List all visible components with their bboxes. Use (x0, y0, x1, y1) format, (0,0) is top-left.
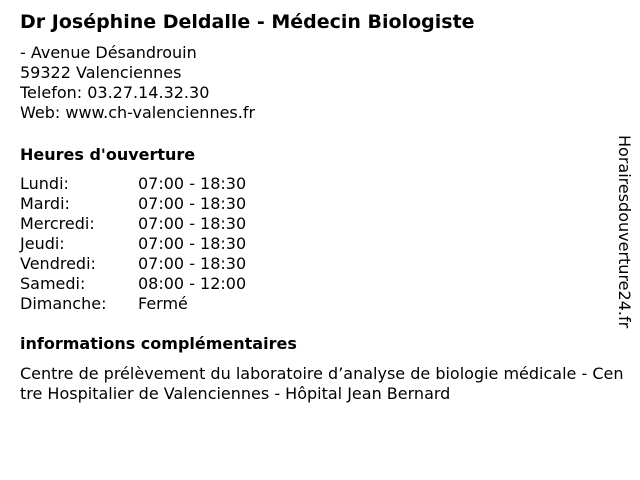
opening-hours-heading: Heures d'ouverture (20, 145, 196, 164)
time-value: 07:00 - 18:30 (138, 234, 247, 253)
day-label: Vendredi: (20, 254, 96, 273)
page-title: Dr Joséphine Deldalle - Médecin Biologiste (20, 11, 475, 33)
city-address: 59322 Valenciennes (20, 63, 182, 82)
time-value: 07:00 - 18:30 (138, 194, 247, 213)
day-label: Dimanche: (20, 294, 107, 313)
day-label: Samedi: (20, 274, 86, 293)
day-label: Mercredi: (20, 214, 95, 233)
additional-info-heading: informations complémentaires (20, 334, 297, 353)
time-value: 07:00 - 18:30 (138, 254, 247, 273)
time-value: 07:00 - 18:30 (138, 214, 247, 233)
street-address: - Avenue Désandrouin (20, 43, 197, 62)
day-label: Mardi: (20, 194, 70, 213)
time-value: Fermé (138, 294, 188, 313)
phone-number: Telefon: 03.27.14.32.30 (20, 83, 210, 102)
day-label: Jeudi: (20, 234, 65, 253)
additional-info-text: Centre de prélèvement du laboratoire d’analyse de biologie médicale - Centre Hospitalier de Valenciennes - Hôpital Jean Bernard (20, 364, 624, 403)
day-label: Lundi: (20, 174, 69, 193)
time-value: 07:00 - 18:30 (138, 174, 247, 193)
website-link[interactable]: Web: www.ch-valenciennes.fr (20, 103, 256, 122)
time-value: 08:00 - 12:00 (138, 274, 247, 293)
address-block (20, 43, 255, 123)
watermark (612, 135, 636, 345)
watermark-text: Horairesdouverture24.fr (615, 135, 634, 329)
